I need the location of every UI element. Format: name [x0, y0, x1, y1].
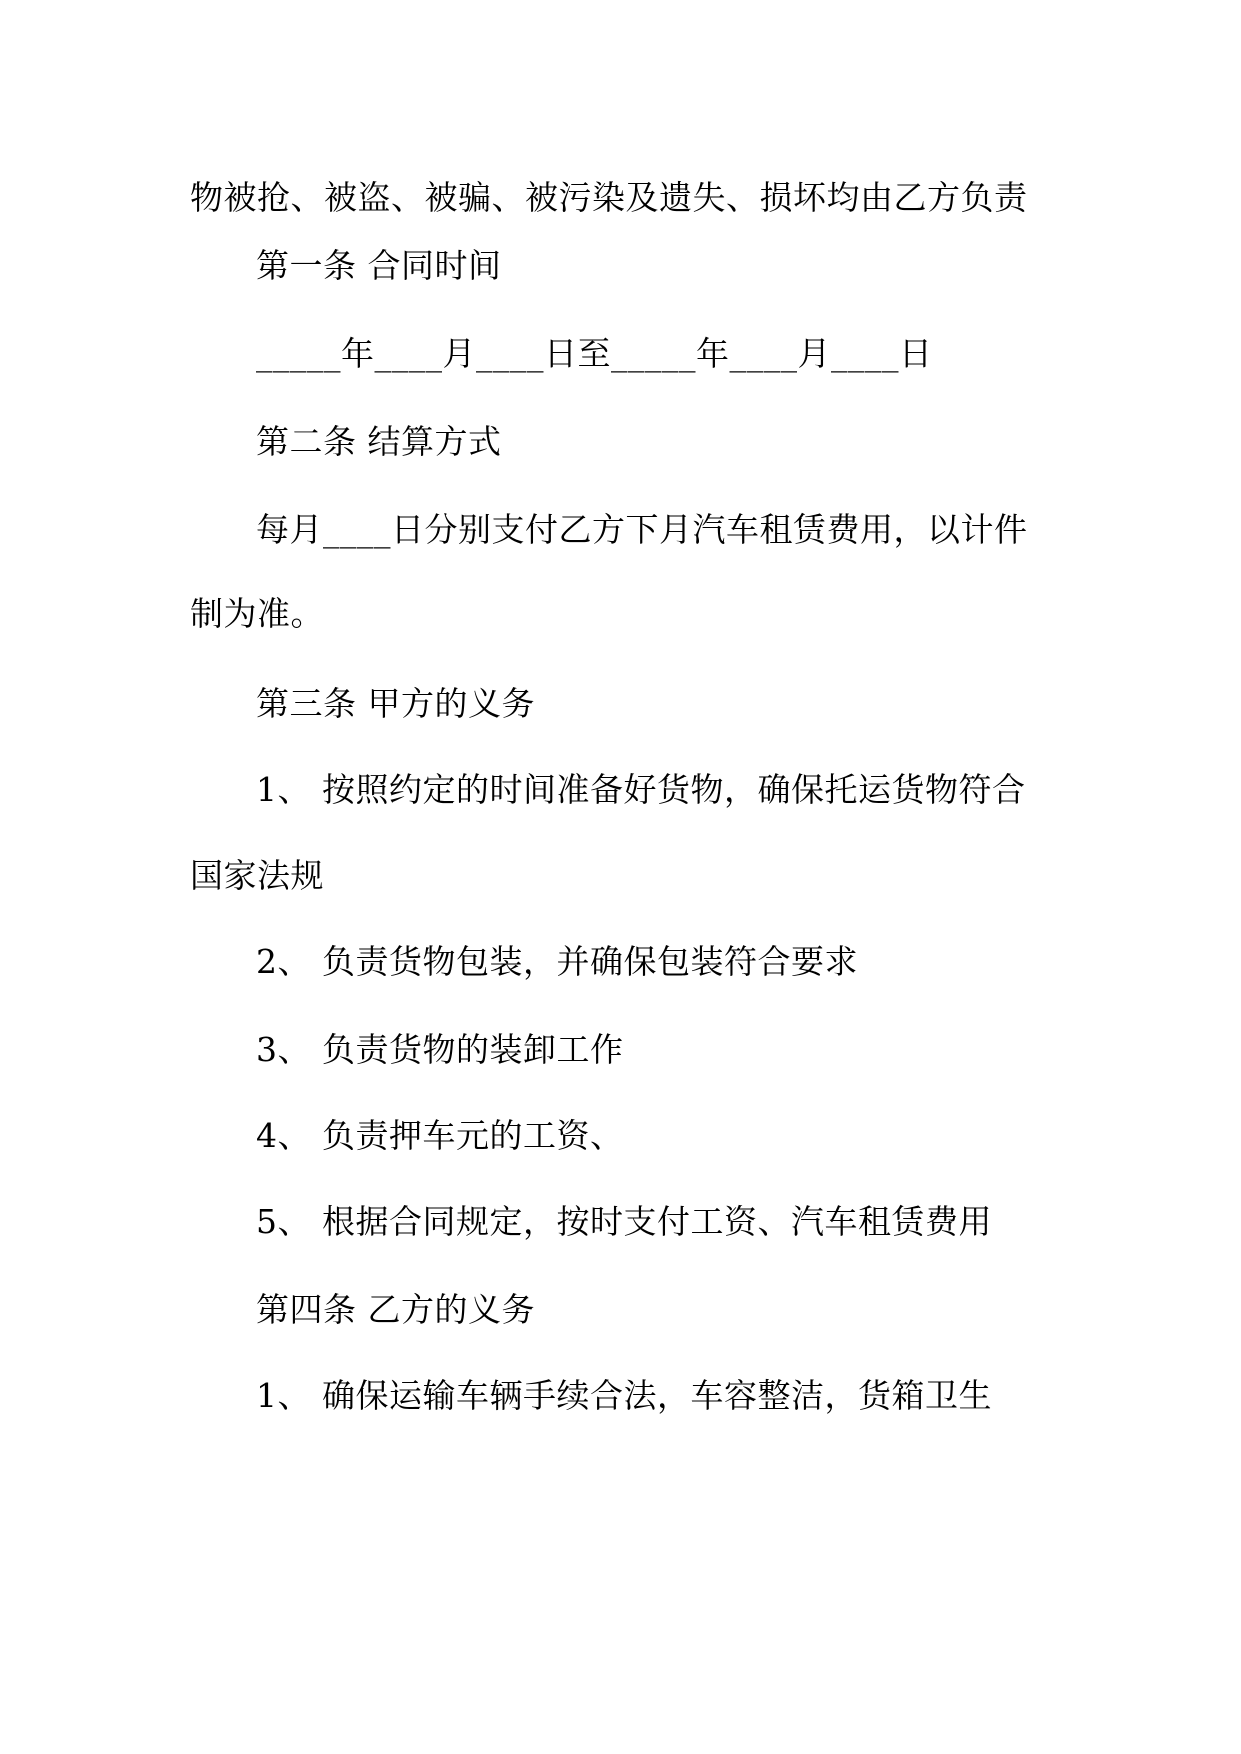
list-item [256, 1198, 1136, 1246]
line-text: 制为准。 [190, 594, 324, 633]
article-heading [256, 680, 1136, 728]
heading-text: 第三条 甲方的义务 [256, 684, 535, 723]
heading-text: 第二条 结算方式 [256, 422, 502, 461]
line-text: _____年____月____日至_____年____月____日 [256, 334, 933, 373]
item-text: 负责押车元的工资、 [322, 1116, 624, 1155]
item-text: 负责货物包装，并确保包装符合要求 [322, 942, 858, 981]
item-number: 1、 [256, 1376, 311, 1415]
list-item [256, 1026, 1136, 1074]
line-text: 每月____日分别支付乙方下月汽车租赁费用，以计件 [256, 510, 1028, 549]
item-number: 4、 [256, 1116, 311, 1155]
item-text: 负责货物的装卸工作 [322, 1030, 624, 1069]
text-line [256, 506, 1136, 554]
heading-text: 第四条 乙方的义务 [256, 1290, 535, 1329]
list-item [256, 938, 1136, 986]
article-heading [256, 242, 1136, 290]
text-line [190, 852, 1070, 900]
item-number: 2、 [256, 942, 311, 981]
article-heading [256, 418, 1136, 466]
item-text: 确保运输车辆手续合法，车容整洁，货箱卫生 [322, 1376, 992, 1415]
line-text: 国家法规 [190, 856, 324, 895]
list-item [256, 766, 1136, 814]
item-number: 5、 [256, 1202, 311, 1241]
date-blank-line [256, 330, 1136, 378]
list-item [256, 1372, 1136, 1420]
item-text: 按照约定的时间准备好货物，确保托运货物符合 [322, 770, 1026, 809]
article-heading [256, 1286, 1136, 1334]
item-number: 3、 [256, 1030, 311, 1069]
text-line [190, 590, 1070, 638]
item-text: 根据合同规定，按时支付工资、汽车租赁费用 [322, 1202, 992, 1241]
heading-text: 第一条 合同时间 [256, 246, 502, 285]
line-text: 物被抢、被盗、被骗、被污染及遗失、损坏均由乙方负责 [190, 178, 1028, 217]
item-number: 1、 [256, 770, 311, 809]
text-line [190, 174, 1070, 222]
list-item [256, 1112, 1136, 1160]
